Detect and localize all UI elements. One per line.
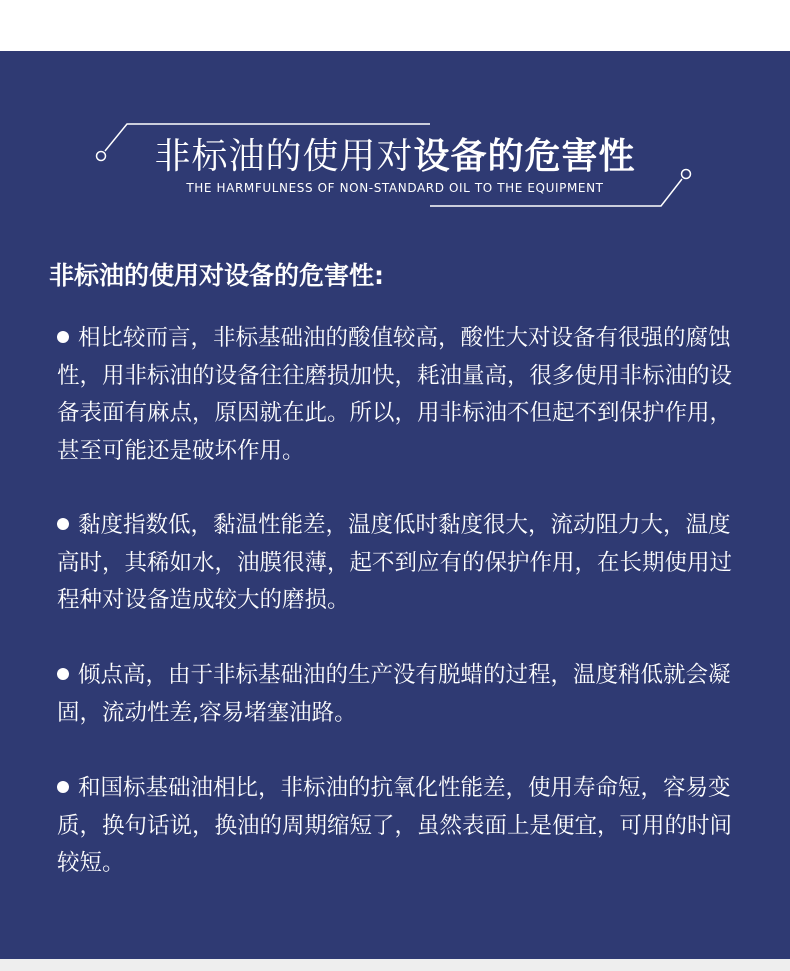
title-light-part: 非标油的使用对 <box>154 136 414 177</box>
section-heading: 非标油的使用对设备的危害性: <box>49 261 384 290</box>
bullet-icon <box>57 781 69 793</box>
point-item <box>57 320 741 470</box>
point-item <box>57 770 741 883</box>
page-subtitle: THE HARMFULNESS OF NON-STANDARD OIL TO THE EQUIPMENT <box>186 181 604 195</box>
page-title <box>0 133 790 181</box>
bullet-icon <box>57 331 69 343</box>
point-text: 黏度指数低，黏温性能差，温度低时黏度很大，流动阻力大，温度高时，其稀如水，油膜很薄，起不到应有的保护作用，在长期使用过程种对设备造成较大的磨损。 <box>57 512 733 613</box>
point-item <box>57 507 741 620</box>
bottom-strip <box>0 959 790 971</box>
bullet-icon <box>57 668 69 680</box>
title-bold-part: 设备的危害性 <box>413 136 636 177</box>
point-text: 和国标基础油相比，非标油的抗氧化性能差，使用寿命短，容易变质，换句话说，换油的周期缩短了，虽然表面上是便宜，可用的时间较短。 <box>57 775 733 876</box>
point-text: 相比较而言，非标基础油的酸值较高，酸性大对设备有很强的腐蚀性，用非标油的设备往往磨损加快，耗油量高，很多使用非标油的设备表面有麻点，原因就在此。所以，用非标油不但起不到保护作用，甚至可能还是破坏作用。 <box>57 325 733 464</box>
point-text: 倾点高，由于非标基础油的生产没有脱蜡的过程，温度稍低就会凝固，流动性差,容易堵塞油路。 <box>57 662 731 726</box>
point-item <box>57 657 741 732</box>
title-decoration <box>0 0 790 260</box>
bullet-icon <box>57 518 69 530</box>
